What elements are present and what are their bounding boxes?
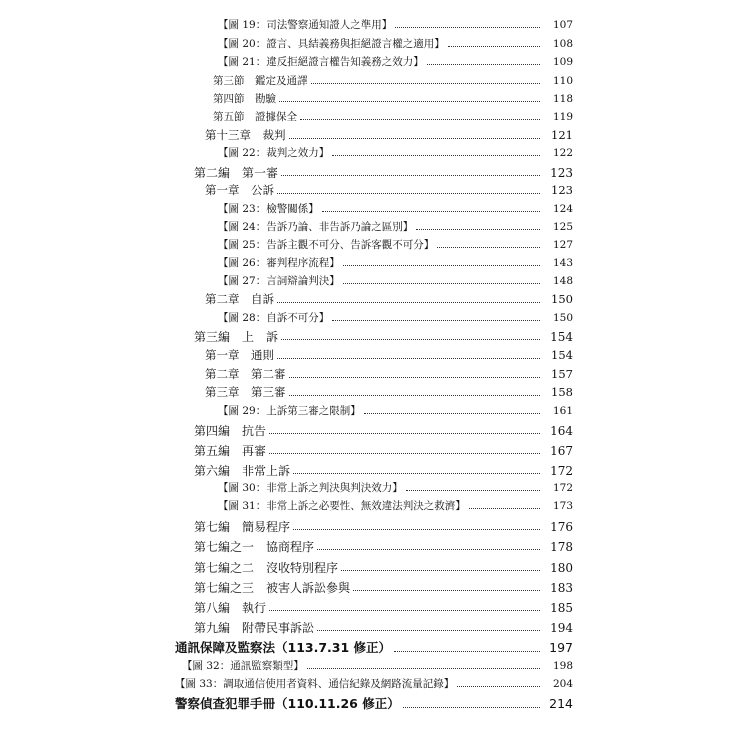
toc-entry-page: 194: [550, 621, 573, 635]
toc-entry-page: 110: [552, 75, 573, 87]
toc-entry-chapter: [205, 350, 573, 362]
toc-entry-title: 第九編 附帶民事訴訟: [194, 621, 315, 635]
toc-entry-page: 123: [551, 183, 573, 197]
dot-leader: [277, 302, 540, 303]
toc-entry-title: 第四編 抗告: [194, 424, 267, 438]
toc-entry-figure: [218, 240, 573, 251]
dot-leader: [332, 320, 540, 321]
toc-entry-figure: [218, 501, 573, 512]
dot-leader: [395, 27, 540, 28]
toc-entry-page: 161: [552, 405, 573, 417]
toc-entry-title: 第二章 自訴: [205, 292, 274, 306]
toc-entry-title: 第七編之二 沒收特別程序: [194, 561, 339, 575]
toc-entry-page: 109: [552, 56, 573, 68]
dot-leader: [427, 64, 540, 65]
toc-entry-figure: [218, 483, 573, 494]
toc-entry-page: 172: [552, 482, 573, 494]
toc-entry-title: 第三章 第三審: [205, 385, 286, 399]
toc-entry-page: 124: [552, 203, 573, 215]
dot-leader: [364, 413, 540, 414]
toc-entry-page: 119: [552, 111, 573, 123]
dot-leader: [403, 707, 540, 708]
toc-entry-chapter: [205, 387, 573, 399]
toc-entry-title: 【圖 31：非常上訴之必要性、無效違法判決之救濟】: [218, 500, 466, 512]
toc-entry-page: 121: [551, 128, 573, 142]
toc-entry-title: 警察偵查犯罪手冊（110.11.26 修正）: [175, 696, 400, 711]
toc-entry-page: 178: [550, 540, 573, 554]
toc-entry-figure: [218, 20, 573, 31]
dot-leader: [307, 668, 540, 669]
toc-entry-figure: [218, 313, 573, 324]
toc-entry-title: 第二編 第一審: [194, 166, 279, 180]
toc-entry-title: 【圖 20：證言、具結義務與拒絕證言權之適用】: [218, 38, 445, 50]
dot-leader: [269, 453, 540, 454]
toc-entry-title: 【圖 28：自訴不可分】: [218, 312, 330, 324]
toc-entry-title: 【圖 30：非常上訴之判決與判決效力】: [218, 482, 403, 494]
toc-entry-page: 127: [552, 239, 573, 251]
toc-entry-figure: [218, 57, 573, 68]
toc-entry-title: 第七編之三 被害人訴訟參與: [194, 581, 351, 595]
toc-entry-part: [194, 167, 573, 179]
toc-entry-page: 172: [550, 464, 573, 478]
toc-entry-title: 【圖 22：裁判之效力】: [218, 147, 330, 159]
toc-entry-page: 167: [550, 444, 573, 458]
toc-entry-title: 【圖 29：上訴第三審之限制】: [218, 405, 361, 417]
toc-entry-page: 204: [552, 678, 573, 690]
toc-entry-part: [194, 622, 573, 634]
toc-entry-title: 【圖 26：審判程序流程】: [218, 257, 340, 269]
toc-entry-page: 176: [550, 520, 573, 534]
toc-entry-law: [175, 698, 573, 711]
toc-entry-page: 148: [552, 275, 573, 287]
toc-entry-title: 【圖 33：調取通信使用者資料、通信紀錄及網路流量記錄】: [175, 678, 455, 690]
toc-entry-title: 【圖 27：言詞辯論判決】: [218, 275, 340, 287]
dot-leader: [437, 247, 540, 248]
dot-leader: [281, 175, 540, 176]
toc-entry-title: 【圖 23：檢警關係】: [218, 203, 319, 215]
toc-entry-page: 185: [550, 601, 573, 615]
toc-entry-title: 第七編 簡易程序: [194, 520, 291, 534]
dot-leader: [277, 193, 540, 194]
toc-entry-title: 第四節 勘驗: [213, 93, 276, 105]
toc-entry-chapter: [205, 294, 573, 306]
dot-leader: [281, 339, 540, 340]
dot-leader: [416, 229, 540, 230]
toc-entry-chapter: [205, 185, 573, 197]
toc-entry-title: 第六編 非常上訴: [194, 464, 291, 478]
dot-leader: [289, 377, 541, 378]
toc-entry-section: [213, 94, 573, 105]
toc-entry-title: 第三節 鑑定及通譯: [213, 75, 308, 87]
toc-entry-part: [194, 602, 573, 614]
dot-leader: [469, 508, 540, 509]
toc-entry-title: 第一章 通則: [205, 348, 274, 362]
toc-entry-page: 198: [552, 660, 573, 672]
dot-leader: [457, 686, 540, 687]
dot-leader: [341, 570, 540, 571]
dot-leader: [322, 211, 540, 212]
toc-entry-page: 150: [552, 312, 573, 324]
dot-leader: [293, 529, 540, 530]
toc-entry-part: [194, 425, 573, 437]
toc-entry-law: [175, 642, 573, 655]
dot-leader: [279, 101, 540, 102]
dot-leader: [311, 83, 541, 84]
toc-entry-page: 164: [550, 424, 573, 438]
dot-leader: [293, 473, 540, 474]
toc-entry-title: 通訊保障及監察法（113.7.31 修正）: [175, 640, 392, 655]
toc-entry-title: 第十三章 裁判: [205, 128, 286, 142]
toc-entry-page: 173: [552, 500, 573, 512]
toc-entry-title: 第五節 證據保全: [213, 111, 297, 123]
dot-leader: [269, 433, 540, 434]
toc-entry-page: 183: [550, 581, 573, 595]
toc-entry-title: 【圖 25：告訴主觀不可分、告訴客觀不可分】: [218, 239, 435, 251]
dot-leader: [269, 610, 540, 611]
toc-entry-title: 【圖 24：告訴乃論、非告訴乃論之區別】: [218, 221, 414, 233]
toc-entry-page: 158: [551, 385, 573, 399]
toc-entry-page: 143: [552, 257, 573, 269]
toc-entry-figure: [182, 661, 573, 672]
dot-leader: [317, 630, 540, 631]
toc-entry-part: [194, 465, 573, 477]
toc-entry-page: 214: [549, 696, 573, 711]
dot-leader: [277, 358, 540, 359]
dot-leader: [317, 549, 540, 550]
toc-entry-title: 第五編 再審: [194, 444, 267, 458]
toc-entry-figure: [218, 204, 573, 215]
toc-entry-figure: [218, 148, 573, 159]
toc-entry-section: [213, 76, 573, 87]
dot-leader: [343, 283, 540, 284]
toc-entry-page: 157: [551, 367, 573, 381]
dot-leader: [406, 490, 540, 491]
dot-leader: [289, 138, 541, 139]
dot-leader: [448, 46, 540, 47]
toc-entry-title: 第一章 公訴: [205, 183, 274, 197]
toc-entry-page: 197: [549, 640, 573, 655]
dot-leader: [332, 155, 540, 156]
toc-entry-figure: [175, 679, 573, 690]
dot-leader: [394, 651, 540, 652]
toc-entry-part: [194, 541, 573, 553]
toc-entry-page: 154: [551, 348, 573, 362]
toc-entry-page: 154: [550, 330, 573, 344]
toc-entry-figure: [218, 276, 573, 287]
toc-entry-page: 122: [552, 147, 573, 159]
dot-leader: [289, 395, 541, 396]
toc-entry-page: 180: [550, 561, 573, 575]
toc-entry-part: [194, 582, 573, 594]
toc-entry-part: [194, 445, 573, 457]
dot-leader: [343, 265, 540, 266]
toc-entry-title: 【圖 32：通訊監察類型】: [182, 660, 304, 672]
toc-entry-figure: [218, 222, 573, 233]
toc-entry-title: 【圖 21：違反拒絕證言權告知義務之效力】: [218, 56, 424, 68]
toc-entry-title: 第八編 執行: [194, 601, 267, 615]
toc-entry-page: 108: [552, 38, 573, 50]
toc-entry-title: 第七編之一 協商程序: [194, 540, 315, 554]
toc-entry-figure: [218, 39, 573, 50]
toc-entry-title: 第二章 第二審: [205, 367, 286, 381]
toc-entry-chapter: [205, 369, 573, 381]
toc-entry-title: 【圖 19：司法警察通知證人之準用】: [218, 19, 393, 31]
toc-entry-figure: [218, 406, 573, 417]
toc-entry-part: [194, 562, 573, 574]
toc-entry-title: 第三編 上 訴: [194, 330, 279, 344]
toc-entry-page: 150: [551, 292, 573, 306]
toc-entry-part: [194, 331, 573, 343]
dot-leader: [300, 119, 540, 120]
toc-entry-figure: [218, 258, 573, 269]
toc-entry-chapter: [205, 130, 573, 142]
toc-entry-page: 107: [552, 19, 573, 31]
toc-entry-section: [213, 112, 573, 123]
toc-entry-page: 118: [552, 93, 573, 105]
toc-entry-part: [194, 521, 573, 533]
toc-entry-page: 123: [550, 166, 573, 180]
dot-leader: [353, 590, 540, 591]
toc-entry-page: 125: [552, 221, 573, 233]
